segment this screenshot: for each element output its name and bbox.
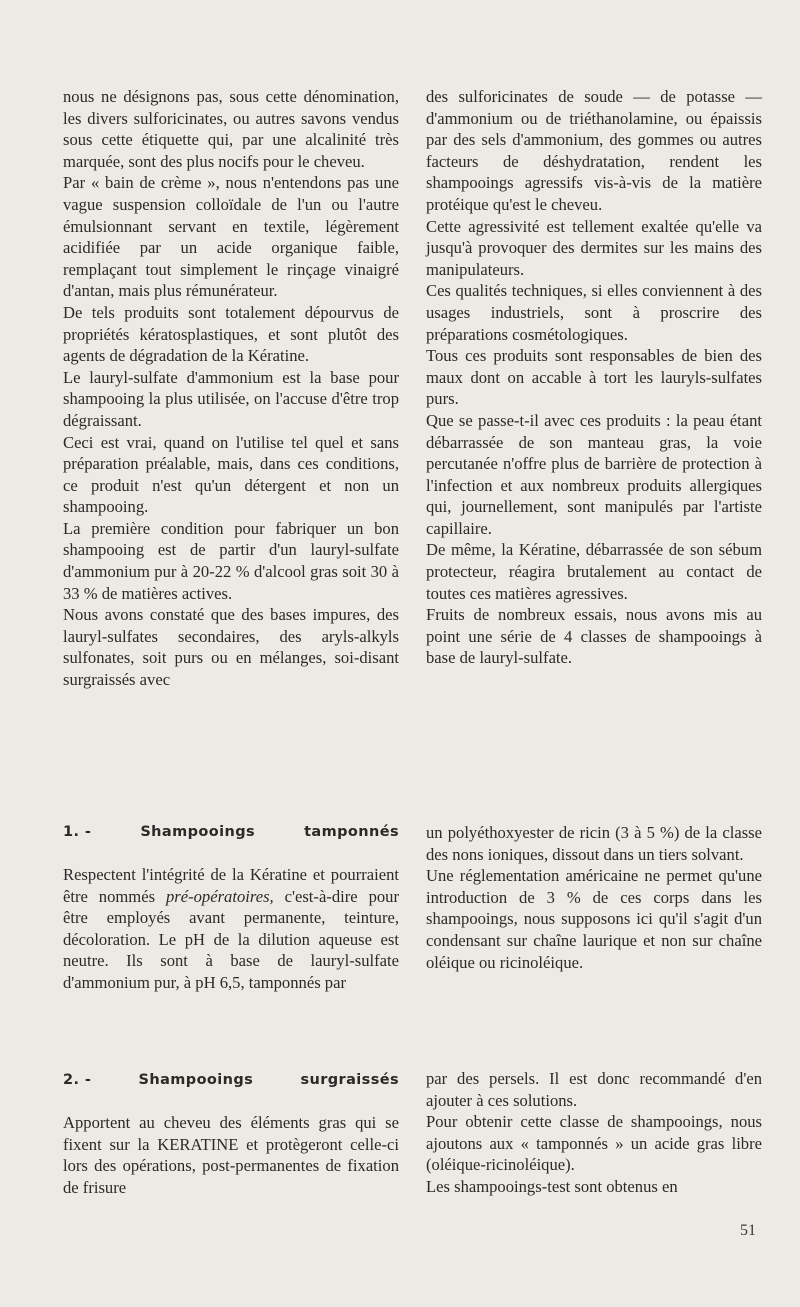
paragraph: un polyéthoxyester de ricin (3 à 5 %) de la classe des nons ioniques, dissout dans un tiers solvant. [426, 823, 762, 864]
heading-number: 1. - [63, 824, 92, 840]
paragraph: Apportent au cheveu des éléments gras qui se fixent sur la KERATINE et protègeront celle-ci lors des opérations, post-permanentes de fixation de frisure [63, 1113, 399, 1197]
section-2-left-column [63, 1112, 399, 1198]
heading-word: surgraissés [300, 1072, 399, 1088]
paragraph: La première condition pour fabriquer un bon shampooing est de partir d'un lauryl-sulfate d'ammonium pur à 20-22 % d'alcool gras soit 30 à 33 % de matières actives. [63, 518, 399, 603]
paragraph: De même, la Kératine, débarrassée de son sébum protecteur, réagira brutalement au contact de toutes ces matières agressives. [426, 540, 762, 603]
paragraph: De tels produits sont totalement dépourvus de propriétés kératosplastiques, et sont plutôt des agents de dégradation de la Kératine. [63, 302, 399, 366]
text-run: c'est-à-dire pour être employés avant permanente, teinture, décoloration. Le pH de la dilution aqueuse est neutre. Ils sont à base de lauryl-sulfate d'ammonium pur, à pH 6,5, tamponnés par [63, 886, 399, 992]
paragraph: par des persels. Il est donc recommandé d'en ajouter à ces solutions. [426, 1069, 762, 1110]
paragraph: Tous ces produits sont responsables de bien des maux dont on accable à tort les lauryls-sulfates purs. [426, 346, 762, 409]
paragraph: Fruits de nombreux essais, nous avons mis au point une série de 4 classes de shampooings à base de lauryl-sulfate. [426, 605, 762, 668]
paragraph: Ces qualités techniques, si elles conviennent à des usages industriels, sont à proscrire des préparations cosmétologiques. [426, 281, 762, 344]
section-2-right-column [426, 1068, 762, 1198]
section-1-right-column [426, 822, 762, 973]
paragraph: des sulforicinates de soude — de potasse — d'ammonium ou de triéthanolamine, ou épaissis par des sels d'ammonium, des gommes ou autres facteurs de déshydratation, rendent les shampooings agressifs vis-à-vis de la matière protéique qu'est le cheveu. [426, 87, 762, 214]
block-a-right-column [426, 86, 762, 669]
page-number: 51 [740, 1222, 756, 1239]
text-run: Respectent l'intégrité de la Kératine et pourraient être nommés [63, 865, 399, 906]
paragraph: Le lauryl-sulfate d'ammonium est la base pour shampooing la plus utilisée, on l'accuse d'être trop dégraissant. [63, 367, 399, 430]
paragraph: Pour obtenir cette classe de shampooings, nous ajoutons aux « tamponnés » un acide gras libre (oléique-ricinoléique). [426, 1112, 762, 1175]
section-2-heading [63, 1072, 399, 1088]
paragraph: Une réglementation américaine ne permet qu'une introduction de 3 % de ces corps dans les shampooings, nous supposons ici qu'il s'agit d'un condensant sur chaîne laurique et non sur chaîne oléique ou ricinoléique. [426, 866, 762, 972]
paragraph: Ceci est vrai, quand on l'utilise tel quel et sans préparation préalable, mais, dans ces conditions, ce produit n'est qu'un détergent et non un shampooing. [63, 432, 399, 517]
italic-term: pré-opératoires, [165, 886, 274, 906]
paragraph: Nous avons constaté que des bases impures, des lauryl-sulfates secondaires, des aryls-alkyls sulfonates, soit purs ou en mélanges, soi-disant surgraissés avec [63, 605, 399, 690]
paragraph: Les shampooings-test sont obtenus en [426, 1176, 678, 1196]
section-1-heading [63, 824, 399, 840]
section-1-left-column [63, 864, 399, 994]
paragraph: nous ne désignons pas, sous cette dénomination, les divers sulforicinates, ou autres savons vendus sous cette étiquette qui, par une alcalinité très marquée, sont des plus nocifs pour le cheveu. [63, 87, 399, 171]
paragraph: Que se passe-t-il avec ces produits : la peau étant débarrassée de son manteau gras, la voie percutanée n'offre plus de barrière de protection à l'infection et aux nombreux produits allergiques qui, journellement, sont manipulés par l'artiste capillaire. [426, 410, 762, 538]
paragraph: Par « bain de crème », nous n'entendons pas une vague suspension colloïdale de l'un ou l'autre émulsionnant servant en textile, légèrement acidifiée par un acide organique faible, remplaçant tout simplement le rinçage vinaigré d'antan, mais plus rémunérateur. [63, 173, 399, 301]
paragraph: Cette agressivité est tellement exaltée qu'elle va jusqu'à provoquer des dermites sur les mains des manipulateurs. [426, 216, 762, 279]
paragraph [63, 864, 399, 994]
block-a-left-column [63, 86, 399, 691]
heading-word: Shampooings [140, 824, 256, 840]
heading-word: Shampooings [138, 1072, 254, 1088]
heading-number: 2. - [63, 1072, 92, 1088]
heading-word: tamponnés [304, 824, 399, 840]
